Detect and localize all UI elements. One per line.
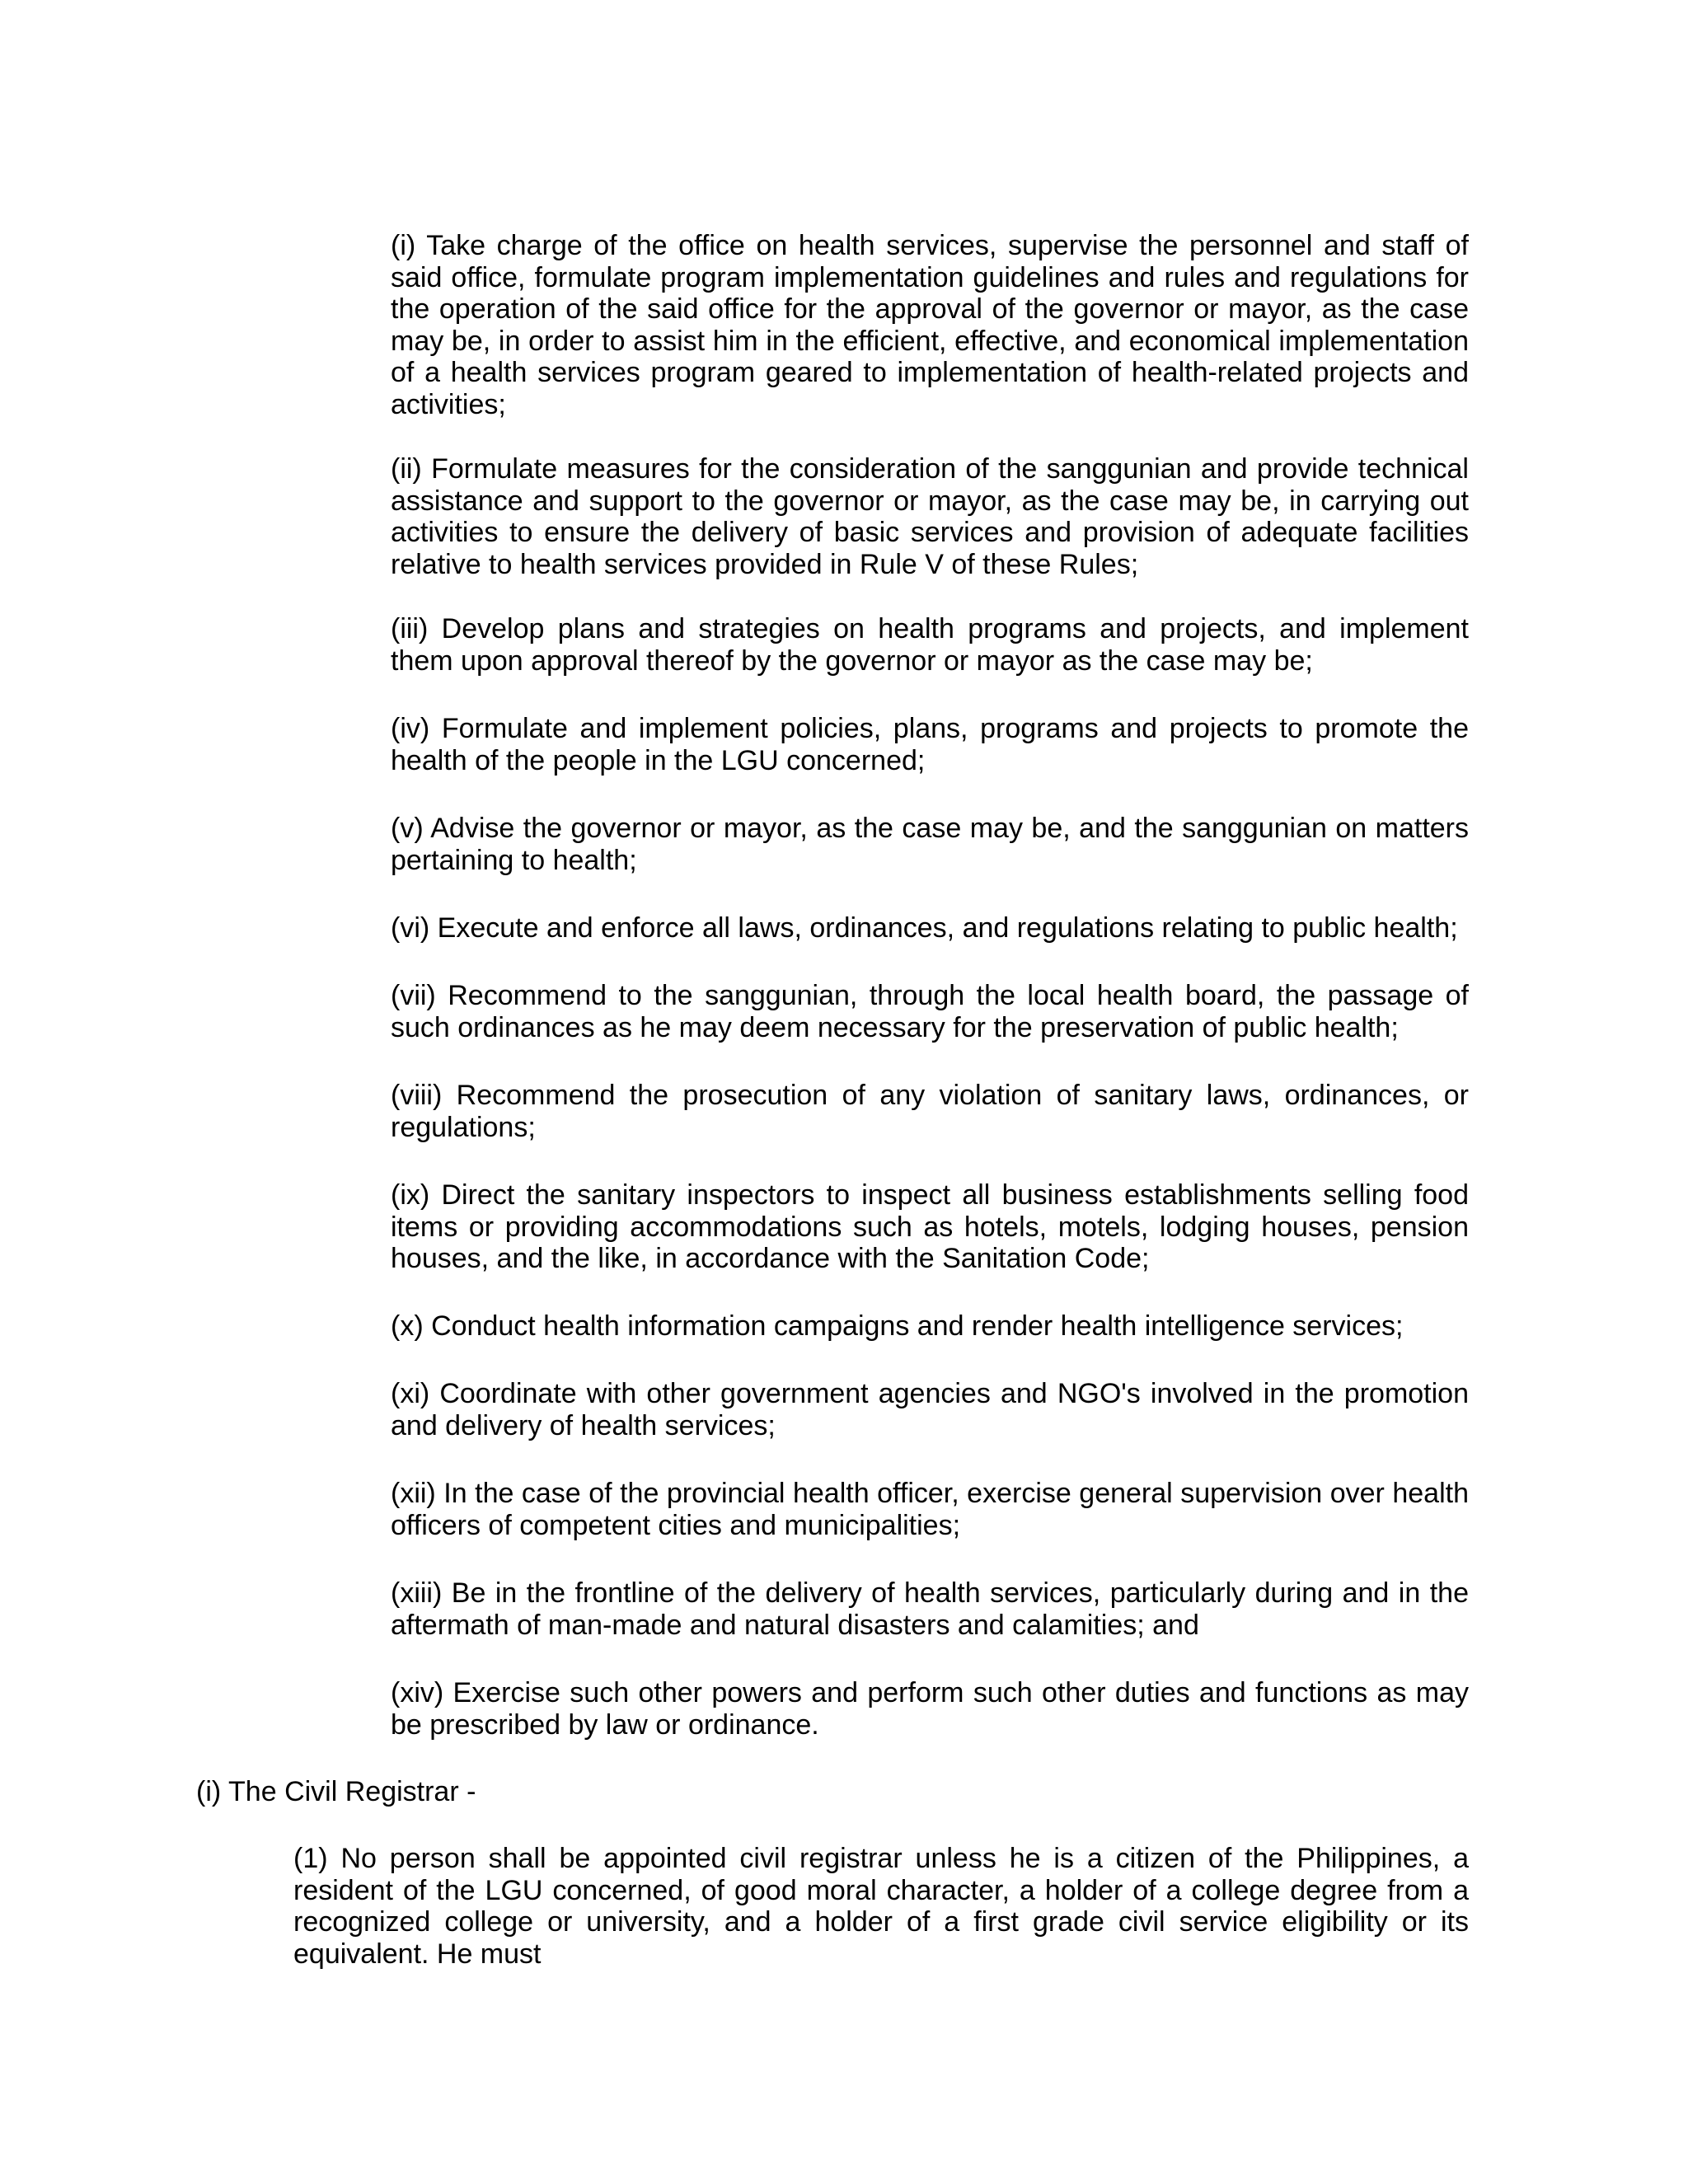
paragraph-item-1: (1) No person shall be appointed civil registrar unless he is a citizen of the Philippines, a resident of the LGU concerned, of good moral character, a holder of a college degree from a recognized college or university, and a holder of a first grade civil service eligibility or its equivalent. He must <box>293 1843 1469 1970</box>
paragraph-xiv: (xiv) Exercise such other powers and perform such other duties and functions as may be prescribed by law or ordinance. <box>391 1677 1469 1741</box>
paragraph-vii: (vii) Recommend to the sanggunian, through the local health board, the passage of such ordinances as he may deem necessary for the preservation of public health; <box>391 980 1469 1043</box>
paragraph-xii: (xii) In the case of the provincial health officer, exercise general supervision over health officers of competent cities and municipalities; <box>391 1478 1469 1541</box>
paragraph-i: (i) Take charge of the office on health services, supervise the personnel and staff of said office, formulate program implementation guidelines and rules and regulations for the operation of the said office for the approval of the governor or mayor, as the case may be, in order to assist him in the efficient, effective, and economical implementation of a health services program geared to implementation of health-related projects and activities; <box>391 230 1469 420</box>
paragraph-v: (v) Advise the governor or mayor, as the case may be, and the sanggunian on matters pertaining to health; <box>391 813 1469 876</box>
paragraph-ii: (ii) Formulate measures for the consideration of the sanggunian and provide technical assistance and support to the governor or mayor, as the case may be, in carrying out activities to ensure the delivery of basic services and provision of adequate facilities relative to health services provided in Rule V of these Rules; <box>391 453 1469 580</box>
paragraph-ix: (ix) Direct the sanitary inspectors to inspect all business establishments selling food items or providing accommodations such as hotels, motels, lodging houses, pension houses, and the like, in accordance with the Sanitation Code; <box>391 1179 1469 1274</box>
paragraph-xiii: (xiii) Be in the frontline of the delivery of health services, particularly during and in the aftermath of man-made and natural disasters and calamities; and <box>391 1577 1469 1641</box>
paragraph-viii: (viii) Recommend the prosecution of any violation of sanitary laws, ordinances, or regulations; <box>391 1080 1469 1143</box>
paragraph-xi: (xi) Coordinate with other government agencies and NGO's involved in the promotion and delivery of health services; <box>391 1378 1469 1441</box>
paragraph-iv: (iv) Formulate and implement policies, plans, programs and projects to promote the health of the people in the LGU concerned; <box>391 713 1469 776</box>
paragraph-x: (x) Conduct health information campaigns and render health intelligence services; <box>391 1310 1404 1342</box>
paragraph-iii: (iii) Develop plans and strategies on health programs and projects, and implement them upon approval thereof by the governor or mayor as the case may be; <box>391 613 1469 677</box>
paragraph-vi: (vi) Execute and enforce all laws, ordinances, and regulations relating to public health; <box>391 912 1458 944</box>
section-heading-civil-registrar: (i) The Civil Registrar - <box>196 1776 476 1807</box>
